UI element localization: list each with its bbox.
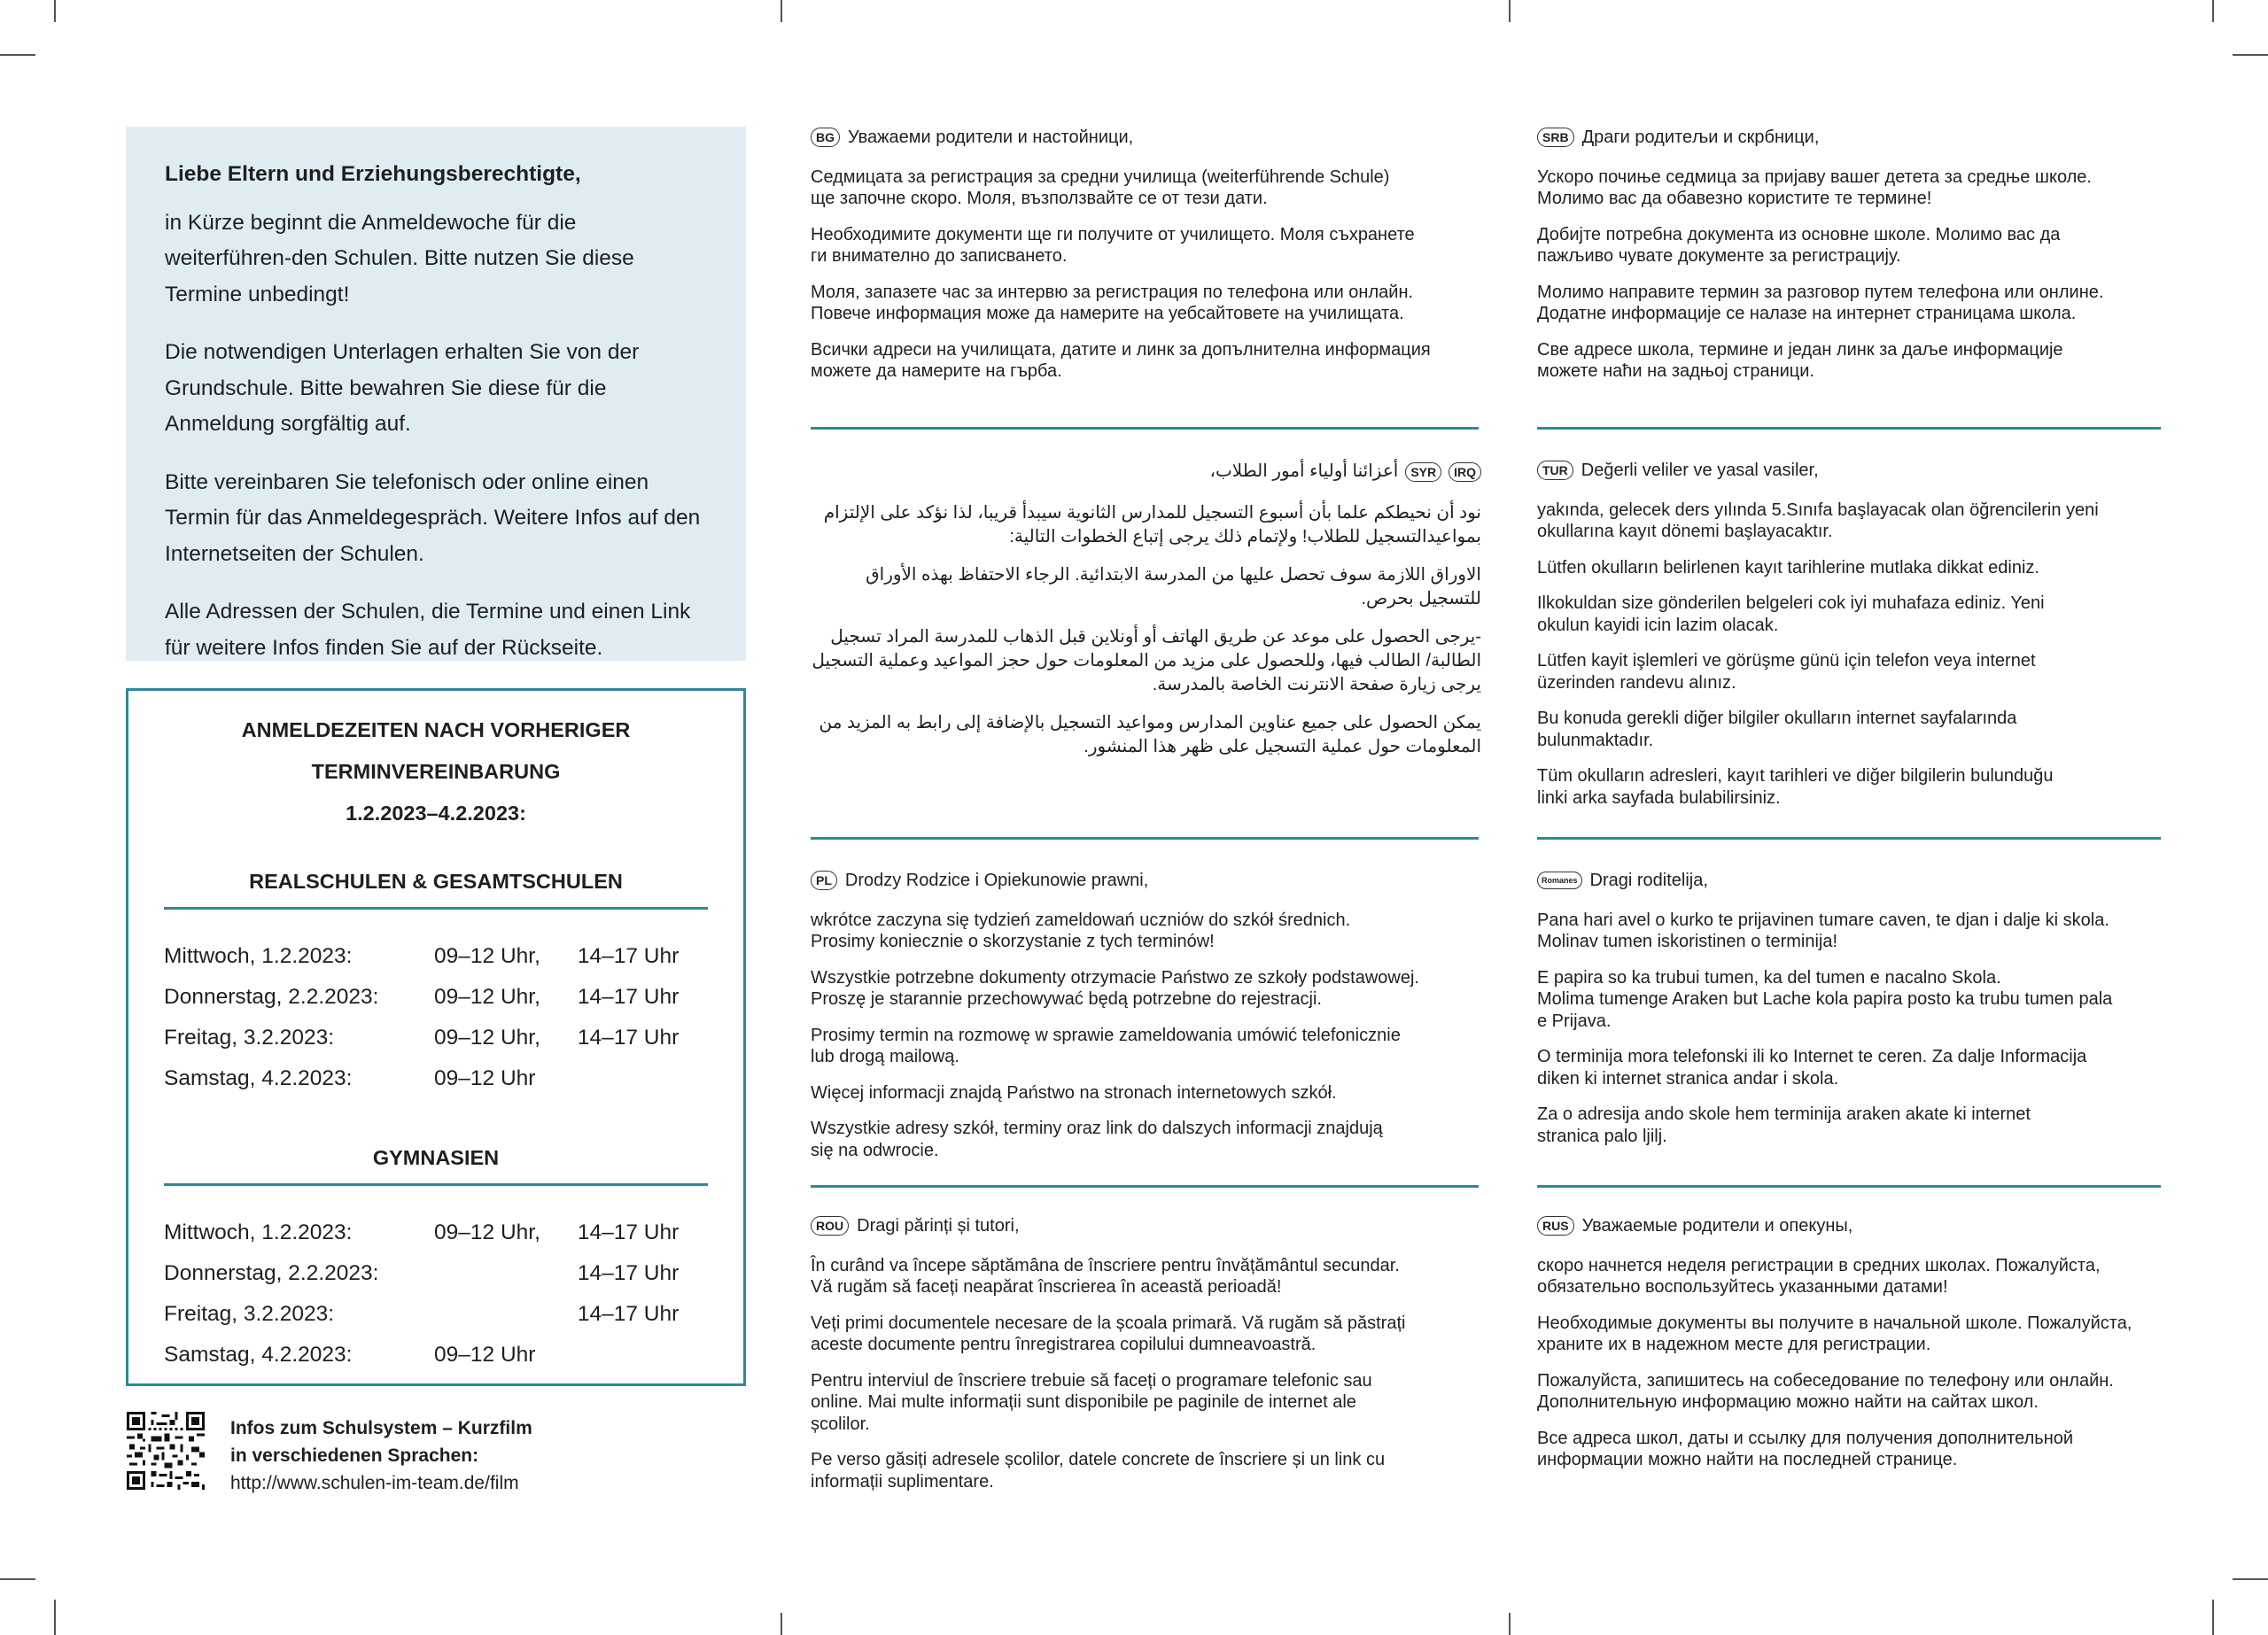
language-greeting: Dragi părinți și tutori, xyxy=(857,1216,1020,1236)
language-paragraph: Молимо направите термин за разговор путем телефона или онлине. Додатне информације се налазе на интернет страницама школа. xyxy=(1537,282,2104,323)
language-paragraph: Tüm okulların adresleri, kayıt tarihleri ve diğer bilgilerin bulunduğu linki arka sayfada bulabilirsiniz. xyxy=(1537,766,2054,808)
schedule-table xyxy=(164,1213,708,1375)
language-heading xyxy=(1537,460,2175,482)
language-block-srb xyxy=(1537,127,2175,397)
section-title-realschulen: REALSCHULEN & GESAMTSCHULEN xyxy=(164,868,708,910)
language-paragraph: E papira so ka trubui tumen, ka del tumen e nacalno Skola. Molima tumenge Araken but Lache kola papira posto ka trubu tumen pala e Prijava. xyxy=(1537,967,2113,1031)
language-paragraph: Lütfen kayit işlemleri ve görüşme günü için telefon veya internet üzerinden randevu alınız. xyxy=(1537,651,2036,693)
film-info xyxy=(230,1414,532,1497)
intro-paragraph: in Kürze beginnt die Anmeldewoche für die weiterführen-den Schulen. Bitte nutzen Sie diese Termine unbedingt! xyxy=(165,210,634,306)
language-paragraph: Lütfen okulların belirlenen kayıt tarihlerine mutlaka dikkat ediniz. xyxy=(1537,557,2039,577)
schedule-table xyxy=(164,936,708,1099)
schedule-row xyxy=(164,1018,708,1058)
schedule-row xyxy=(164,1335,708,1375)
language-paragraph: Всички адреси на училищата, датите и линк за допълнителна информация можете да намерите на гърба. xyxy=(811,339,1431,381)
language-paragraph: скоро начнется неделя регистрации в средних школах. Пожалуйста, обязательно воспользуйтесь указанными датами! xyxy=(1537,1255,2101,1297)
schedule-date-range: 1.2.2023–4.2.2023: xyxy=(346,802,526,825)
language-block-romanes xyxy=(1537,870,2175,1161)
intro-paragraph: Die notwendigen Unterlagen erhalten Sie von der Grundschule. Bitte bewahren Sie diese für die Anmeldung sorgfältig auf. xyxy=(165,340,640,436)
schedule-time-afternoon: 14–17 Uhr xyxy=(577,1261,680,1285)
crop-mark xyxy=(2212,0,2214,22)
crop-mark xyxy=(0,54,35,56)
schedule-day: Donnerstag, 2.2.2023: xyxy=(164,1261,379,1285)
schedule-day: Freitag, 3.2.2023: xyxy=(164,1302,335,1326)
language-block-rus xyxy=(1537,1215,2175,1485)
language-paragraph: Pe verso găsiți adresele școlilor, datele concrete de înscriere și un link cu informații suplimentare. xyxy=(811,1450,1386,1492)
divider xyxy=(1537,1185,2161,1188)
crop-mark xyxy=(54,1600,56,1635)
schedule-row xyxy=(164,936,708,977)
language-badge-syr: SYR xyxy=(1405,462,1441,482)
schedule-time-morning: 09–12 Uhr, xyxy=(434,944,540,968)
language-heading xyxy=(811,1215,1484,1237)
language-paragraph: wkrótce zaczyna się tydzień zameldowań uczniów do szkół średnich. Prosimy koniecznie o skorzystanie z tych terminów! xyxy=(811,910,1351,951)
crop-mark xyxy=(2233,54,2268,56)
language-heading xyxy=(811,460,1481,484)
language-greeting: Drodzy Rodzice i Opiekunowie prawni, xyxy=(844,871,1149,890)
language-greeting: Dragi roditelija, xyxy=(1589,871,1708,890)
language-paragraph: yakında, gelecek ders yılında 5.Sınıfa başlayacak olan öğrencilerin yeni okullarına kayıt dönemi başlayacaktır. xyxy=(1537,500,2099,541)
schedule-time-morning: 09–12 Uhr, xyxy=(434,1220,540,1244)
schedule-row xyxy=(164,1058,708,1099)
language-paragraph: Veți primi documentele necesare de la școala primară. Vă rugăm să păstrați aceste documente pentru înregistrarea copilului dumneavoastră. xyxy=(811,1313,1406,1354)
language-heading xyxy=(811,870,1484,892)
language-paragraph: Pentru interviul de înscriere trebuie să faceți o programare telefonic sau online. Mai multe informații sunt disponibile pe paginile de internet ale școlilor. xyxy=(811,1370,1372,1434)
language-paragraph: Wszystkie adresy szkół, terminy oraz link do dalszych informacji znajdują się na odwrocie. xyxy=(811,1119,1383,1160)
schedule-heading: TERMINVEREINBARUNG xyxy=(311,760,561,783)
divider xyxy=(811,837,1479,840)
language-paragraph: Седмицата за регистрация за средни училища (weiterführende Schule) ще започне скоро. Моля, възползвайте се от тези дати. xyxy=(811,167,1390,208)
language-greeting: أعزائنا أولياء أمور الطلاب، xyxy=(1209,461,1399,481)
qr-code-icon[interactable] xyxy=(127,1412,205,1490)
intro-greeting: Liebe Eltern und Erziehungsberechtigte, xyxy=(165,162,581,186)
language-paragraph: Więcej informacji znajdą Państwo na stronach internetowych szkół. xyxy=(811,1082,1337,1103)
intro-box xyxy=(126,127,746,661)
crop-mark xyxy=(781,1613,782,1635)
language-paragraph: Пожалуйста, запишитесь на собеседование по телефону или онлайн. Дополнительную информацию можно найти на сайтах школ. xyxy=(1537,1370,2114,1412)
crop-mark xyxy=(781,0,782,22)
language-greeting: Уважаемые родители и опекуны, xyxy=(1581,1216,1853,1236)
film-link[interactable]: http://www.schulen-im-team.de/film xyxy=(230,1473,519,1493)
language-paragraph: نود أن نحيطكم علما بأن أسبوع التسجيل للمدارس الثانوية سيبدأ قريبا، لذا نؤكد على الإلتزام بمواعيدالتسجيل للطلاب! ولإتمام ذلك يرجى إتباع الخطوات التالية: xyxy=(823,503,1481,546)
schedule-time-morning: 09–12 Uhr xyxy=(434,1066,536,1090)
schedule-time-afternoon xyxy=(578,1335,708,1375)
language-paragraph: -يرجى الحصول على موعد عن طريق الهاتف أو أونلاين قبل الذهاب للمدرسة المراد تسجيل الطالبة/ الطالب فيها، وللحصول على مزيد من المعلومات حول حجز المواعيد وعملية التسجيل يرجى زيارة صفحة الانترنت الخاصة بالمدرسة. xyxy=(812,627,1481,694)
film-info-title: Infos zum Schulsystem – Kurzfilm xyxy=(230,1418,532,1438)
language-paragraph: O terminija mora telefonski ili ko Internet te ceren. Za dalje Informacija diken ki internet stranica andar i skola. xyxy=(1537,1047,2087,1089)
crop-mark xyxy=(54,0,56,22)
schedule-time-afternoon: 14–17 Uhr xyxy=(577,1302,680,1326)
language-badge-irq: IRQ xyxy=(1449,462,1481,482)
schedule-time-morning: 09–12 Uhr, xyxy=(434,985,540,1009)
language-badge-rou: ROU xyxy=(811,1216,849,1236)
schedule-day: Mittwoch, 1.2.2023: xyxy=(164,944,353,968)
language-badge-srb: SRB xyxy=(1537,128,1574,147)
language-block-pl xyxy=(811,870,1484,1175)
schedule-day: Donnerstag, 2.2.2023: xyxy=(164,985,379,1009)
language-paragraph: الاوراق اللازمة سوف تحصل عليها من المدرسة الابتدائية. الرجاء الاحتفاظ بهذه الأوراق للتسجيل بحرص. xyxy=(866,565,1481,608)
language-badge-romanes: Romanes xyxy=(1537,872,1582,889)
schedule-day: Samstag, 4.2.2023: xyxy=(164,1343,353,1367)
language-block-bg xyxy=(811,127,1479,397)
schedule-heading: ANMELDEZEITEN NACH VORHERIGER xyxy=(241,718,631,741)
language-badge-bg: BG xyxy=(811,128,840,147)
schedule-day: Samstag, 4.2.2023: xyxy=(164,1066,353,1090)
schedule-time-afternoon: 14–17 Uhr xyxy=(577,985,680,1009)
language-paragraph: Ilkokuldan size gönderilen belgeleri cok iyi muhafaza ediniz. Yeni okulun kayidi icin lazim olacak. xyxy=(1537,593,2045,635)
schedule-time-morning xyxy=(434,1294,578,1335)
language-greeting: Değerli veliler ve yasal vasiler, xyxy=(1581,461,1819,480)
language-paragraph: Необходимые документы вы получите в начальной школе. Пожалуйста, храните их в надежном месте для регистрации. xyxy=(1537,1313,2132,1354)
schedule-row xyxy=(164,1253,708,1294)
schedule-time-afternoon: 14–17 Uhr xyxy=(577,1026,680,1050)
schedule-day: Mittwoch, 1.2.2023: xyxy=(164,1220,353,1244)
language-badge-tur: TUR xyxy=(1537,461,1573,480)
schedule-time-morning: 09–12 Uhr xyxy=(434,1343,536,1367)
language-paragraph: Prosimy termin na rozmowę w sprawie zameldowania umówić telefonicznie lub drogą mailową. xyxy=(811,1025,1401,1066)
language-paragraph: Све адресе школа, термине и један линк за даље информације можете наћи на задњој страници. xyxy=(1537,339,2063,381)
crop-mark xyxy=(1509,1613,1511,1635)
language-block-rou xyxy=(811,1215,1484,1507)
language-heading xyxy=(811,127,1479,149)
divider xyxy=(811,1185,1479,1188)
crop-mark xyxy=(2212,1600,2214,1635)
schedule-row xyxy=(164,977,708,1018)
language-heading xyxy=(1537,870,2175,892)
intro-paragraph: Bitte vereinbaren Sie telefonisch oder online einen Termin für das Anmeldegespräch. Weitere Infos auf den Internetseiten der Schulen. xyxy=(165,469,701,566)
language-paragraph: Добијте потребна документа из основне школе. Молимо вас да пажљиво чувате документе за регистрацију. xyxy=(1537,224,2061,266)
language-paragraph: În curând va începe săptămâna de înscriere pentru învățământul secundar. Vă rugăm să faceți neapărat înscrierea în această perioadă! xyxy=(811,1255,1400,1297)
schedule-time-afternoon: 14–17 Uhr xyxy=(577,1220,680,1244)
schedule-day: Freitag, 3.2.2023: xyxy=(164,1026,335,1050)
language-greeting: Уважаеми родители и настойници, xyxy=(848,128,1134,147)
crop-mark xyxy=(0,1578,35,1580)
language-badge-pl: PL xyxy=(811,871,837,890)
divider xyxy=(1537,837,2161,840)
language-paragraph: Pana hari avel o kurko te prijavinen tumare caven, te djan i dalje ki skola. Molinav tumen iskoristinen o terminija! xyxy=(1537,910,2109,951)
schedule-time-afternoon xyxy=(578,1058,708,1099)
schedule-time-afternoon: 14–17 Uhr xyxy=(577,944,680,968)
language-paragraph: Моля, запазете час за интервю за регистрация по телефона или онлайн. Повече информация може да намерите на уебсайтовете на училищата. xyxy=(811,282,1414,323)
language-paragraph: يمكن الحصول على جميع عناوين المدارس ومواعيد التسجيل بالإضافة إلى رابط به المزيد من المعلومات حول عملية التسجيل على ظهر هذا المنشور. xyxy=(819,713,1481,756)
film-info-subtitle: in verschiedenen Sprachen: xyxy=(230,1445,479,1466)
divider xyxy=(811,427,1479,430)
section-title-gymnasien: GYMNASIEN xyxy=(164,1144,708,1186)
schedule-row xyxy=(164,1213,708,1253)
language-paragraph: Bu konuda gerekli diğer bilgiler okulların internet sayfalarında bulunmaktadır. xyxy=(1537,709,2017,750)
schedule-time-morning xyxy=(434,1253,578,1294)
language-heading xyxy=(1537,1215,2175,1237)
schedule-box xyxy=(126,688,746,1386)
language-greeting: Драги родитељи и скрбници, xyxy=(1581,128,1820,147)
schedule-time-morning: 09–12 Uhr, xyxy=(434,1026,540,1050)
language-badge-rus: RUS xyxy=(1537,1216,1574,1236)
crop-mark xyxy=(1509,0,1511,22)
language-heading xyxy=(1537,127,2175,149)
divider xyxy=(1537,427,2161,430)
language-paragraph: Wszystkie potrzebne dokumenty otrzymacie Państwo ze szkoły podstawowej. Proszę je starannie przechowywać będą potrzebne do rejestracji. xyxy=(811,967,1419,1009)
language-block-tur xyxy=(1537,460,2175,823)
language-block-ar xyxy=(811,460,1481,773)
intro-paragraph: Alle Adressen der Schulen, die Termine und einen Link für weitere Infos finden Sie auf der Rückseite. xyxy=(165,600,691,660)
schedule-row xyxy=(164,1294,708,1335)
language-paragraph: Необходимите документи ще ги получите от училището. Моля съхранете ги внимателно до записването. xyxy=(811,224,1415,266)
language-paragraph: Ускоро почиње седмица за пријаву вашег детета за средње школе. Молимо вас да обавезно користите те термине! xyxy=(1537,167,2092,208)
language-paragraph: Все адреса школ, даты и ссылку для получения дополнительной информации можно найти на последней странице. xyxy=(1537,1428,2074,1469)
language-paragraph: Za o adresija ando skole hem terminija araken akate ki internet stranica palo ljilj. xyxy=(1537,1104,2031,1146)
crop-mark xyxy=(2233,1578,2268,1580)
